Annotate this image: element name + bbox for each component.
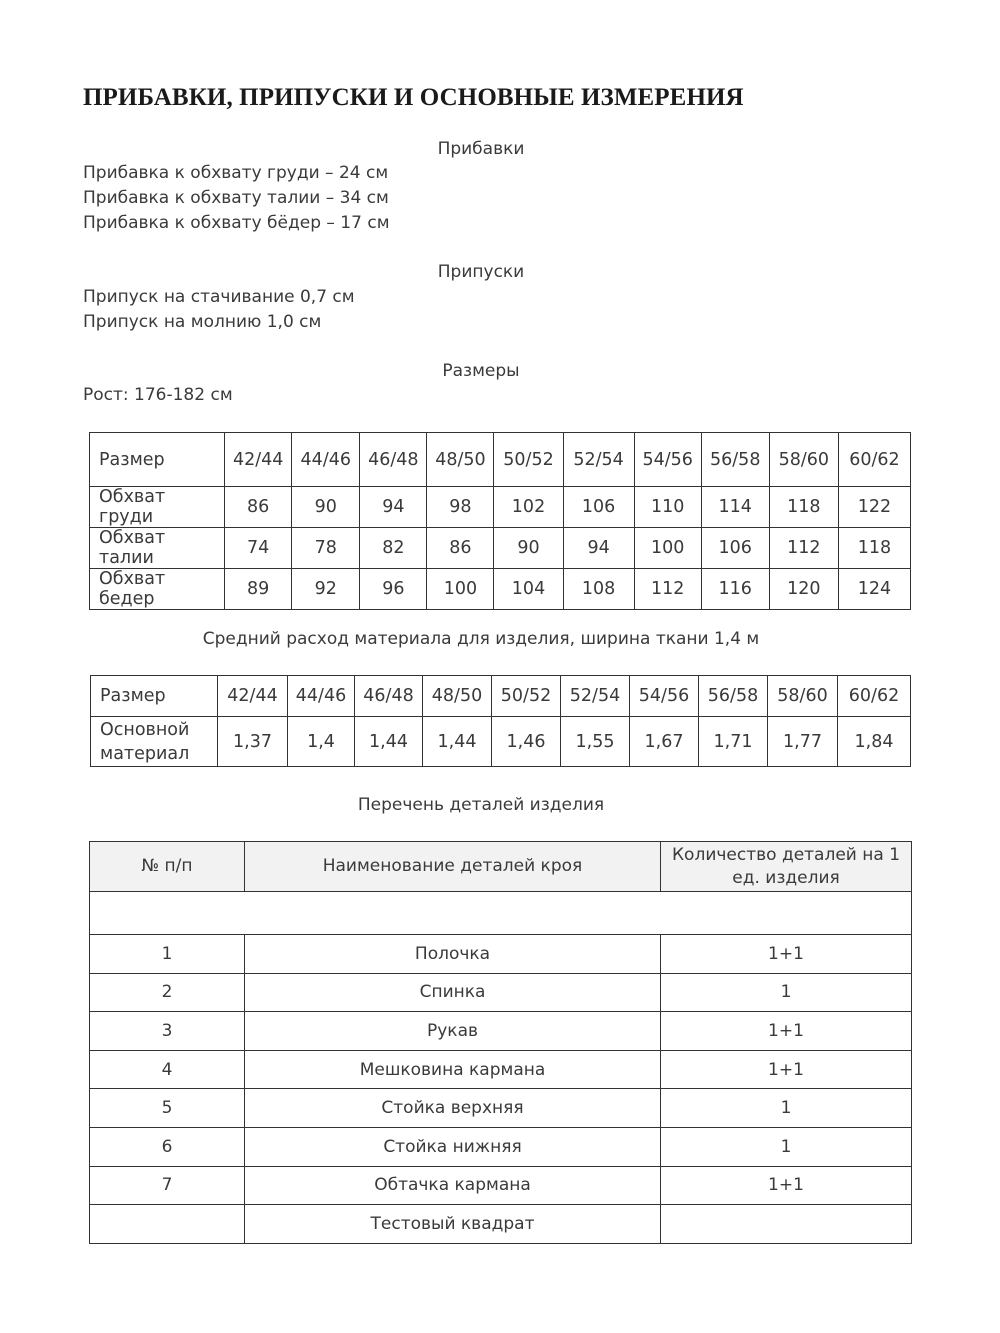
table-cell: 110 [634,487,701,528]
table-cell: 118 [769,487,838,528]
empty-row [90,892,912,935]
table-cell: 1,71 [699,717,768,767]
sizes-heading: Размеры [442,361,520,381]
table-cell: 3 [90,1012,245,1051]
table-cell: 122 [838,487,910,528]
table-row [90,528,911,569]
table-cell: 108 [563,569,634,610]
table-cell: Рукав [245,1012,661,1051]
table-cell: 114 [701,487,769,528]
row-label: Обхват груди [90,487,225,528]
table-cell: 1+1 [661,1050,912,1089]
table-cell: 112 [769,528,838,569]
table-cell: 106 [701,528,769,569]
header-cell: 56/58 [701,433,769,487]
allowance-item: Прибавка к обхвату груди – 24 см [83,163,389,183]
table-cell: 1 [661,973,912,1012]
table-cell: 1+1 [661,935,912,974]
table-row [90,1166,912,1205]
table-cell: 7 [90,1166,245,1205]
table-cell: 120 [769,569,838,610]
header-cell: 56/58 [699,676,768,717]
table-cell [90,1205,245,1244]
header-cell: 46/48 [360,433,427,487]
table-cell: Полочка [245,935,661,974]
table-cell: 2 [90,973,245,1012]
seams-heading: Припуски [437,262,525,282]
table-header-row [91,676,911,717]
seam-item: Припуск на стачивание 0,7 см [83,287,355,307]
header-cell: 54/56 [630,676,699,717]
table-cell: 1+1 [661,1166,912,1205]
table-cell: 1 [661,1127,912,1166]
table-cell: 102 [494,487,563,528]
allowance-item: Прибавка к обхвату талии – 34 см [83,188,389,208]
table-cell: 118 [838,528,910,569]
header-cell: 50/52 [494,433,563,487]
table-header-row [90,842,912,892]
table-header-row [90,433,911,487]
header-cell: 54/56 [634,433,701,487]
table-row [90,1127,912,1166]
header-cell: 52/54 [563,433,634,487]
table-cell: 100 [427,569,494,610]
table-cell: Обтачка кармана [245,1166,661,1205]
row-label: Основной материал [91,717,218,767]
header-cell: № п/п [90,842,245,892]
table-cell: Мешковина кармана [245,1050,661,1089]
header-cell: 42/44 [218,676,288,717]
table-cell: 1 [661,1089,912,1128]
table-cell: 96 [360,569,427,610]
table-row [90,1205,912,1244]
table-row [90,1050,912,1089]
table-row [90,487,911,528]
table-cell: 1,44 [355,717,423,767]
table-cell: 6 [90,1127,245,1166]
header-cell: 58/60 [769,433,838,487]
table-cell: 90 [292,487,360,528]
header-cell: 48/50 [427,433,494,487]
table-cell: 1+1 [661,1012,912,1051]
table-cell: 82 [360,528,427,569]
allowance-item: Прибавка к обхвату бёдер – 17 см [83,213,390,233]
table-cell: 104 [494,569,563,610]
header-cell: Размер [91,676,218,717]
table-cell: 98 [427,487,494,528]
material-heading: Средний расход материала для изделия, ширина ткани 1,4 м [202,629,760,649]
table-row [90,1089,912,1128]
table-cell: 78 [292,528,360,569]
table-cell: 89 [225,569,292,610]
header-cell: 58/60 [768,676,838,717]
table-row [90,935,912,974]
parts-heading: Перечень деталей изделия [357,795,605,815]
table-cell: 94 [360,487,427,528]
height-label: Рост: 176-182 см [83,385,233,405]
table-cell: 1,77 [768,717,838,767]
table-row [91,717,911,767]
header-cell: 50/52 [492,676,561,717]
table-cell: 116 [701,569,769,610]
table-cell: 1,44 [423,717,492,767]
table-cell: 1,55 [561,717,630,767]
table-cell [661,1205,912,1244]
table-cell: 1,67 [630,717,699,767]
table-cell: Стойка нижняя [245,1127,661,1166]
table-cell: 106 [563,487,634,528]
table-cell: 1,84 [838,717,911,767]
table-row [90,973,912,1012]
header-cell: 46/48 [355,676,423,717]
table-row [90,1012,912,1051]
table-cell: 92 [292,569,360,610]
table-cell: Спинка [245,973,661,1012]
size-measurements-table [89,432,911,610]
table-cell: 86 [225,487,292,528]
empty-cell [90,892,912,935]
table-cell: Стойка верхняя [245,1089,661,1128]
page-title: ПРИБАВКИ, ПРИПУСКИ И ОСНОВНЫЕ ИЗМЕРЕНИЯ [83,84,744,111]
header-cell: Количество деталей на 1 ед. изделия [661,842,912,892]
table-cell: Тестовый квадрат [245,1205,661,1244]
table-cell: 1 [90,935,245,974]
header-cell: 48/50 [423,676,492,717]
row-label: Обхват талии [90,528,225,569]
table-cell: 94 [563,528,634,569]
row-label: Обхват бедер [90,569,225,610]
header-cell: 52/54 [561,676,630,717]
table-cell: 112 [634,569,701,610]
header-cell: 60/62 [838,676,911,717]
header-cell: Наименование деталей кроя [245,842,661,892]
header-cell: 60/62 [838,433,910,487]
table-cell: 124 [838,569,910,610]
material-consumption-table [90,675,911,767]
table-cell: 74 [225,528,292,569]
header-cell: 44/46 [288,676,355,717]
table-cell: 5 [90,1089,245,1128]
table-cell: 1,37 [218,717,288,767]
table-cell: 90 [494,528,563,569]
seam-item: Припуск на молнию 1,0 см [83,312,322,332]
table-cell: 1,4 [288,717,355,767]
header-cell: 42/44 [225,433,292,487]
header-cell: 44/46 [292,433,360,487]
parts-list-table [89,841,912,1244]
table-cell: 86 [427,528,494,569]
header-cell: Размер [90,433,225,487]
table-row [90,569,911,610]
allowances-heading: Прибавки [437,139,525,159]
table-cell: 100 [634,528,701,569]
table-cell: 1,46 [492,717,561,767]
table-cell: 4 [90,1050,245,1089]
